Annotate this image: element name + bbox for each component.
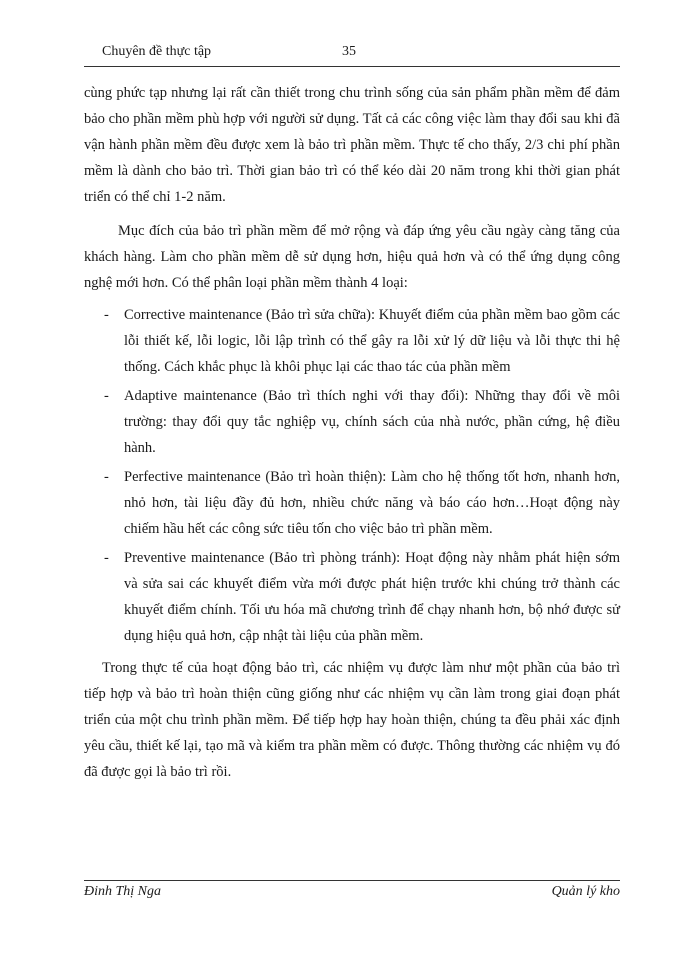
bullet-marker: - <box>104 307 109 323</box>
page-header <box>84 44 620 66</box>
page-number: 35 <box>342 44 356 59</box>
list-item <box>84 464 620 542</box>
list-item-text: Perfective maintenance (Bảo trì hoàn thiện): Làm cho hệ thống tốt hơn, nhanh hơn, nhỏ hơn, tài liệu đầy đủ hơn, nhiều chức năng và báo cáo hơn…Hoạt động này chiếm hầu hết các công sức tiêu tốn cho việc bảo trì phần mềm. <box>124 469 620 537</box>
list-item-text: Adaptive maintenance (Bảo trì thích nghi với thay đổi): Những thay đổi về môi trường: thay đổi quy tắc nghiệp vụ, chính sách của nhà nước, phần cứng, hệ điều hành. <box>124 388 620 456</box>
list-item-text: Preventive maintenance (Bảo trì phòng tránh): Hoạt động này nhằm phát hiện sớm và sửa sai các khuyết điểm vừa mới được phát hiện trước khi chúng trở thành các khuyết điểm chính. Tối ưu hóa mã chương trình để chạy nhanh hơn, bộ nhớ được sử dụng hiệu quả hơn, cập nhật tài liệu của phần mềm. <box>124 550 620 644</box>
page-body <box>84 80 620 785</box>
list-item <box>84 302 620 380</box>
paragraph-intro-continued: cùng phức tạp nhưng lại rất cần thiết trong chu trình sống của sản phẩm phần mềm để đảm bảo cho phần mềm phù hợp với người sử dụng. Tất cả các công việc làm thay đổi sau khi đã vận hành phần mềm đều được xem là bảo trì phần mềm. Thực tế cho thấy, 2/3 chi phí phần mềm là dành cho bảo trì. Thời gian bảo trì có thể kéo dài 20 năm trong khi thời gian phát triển có thể chỉ 1-2 năm. <box>84 85 620 205</box>
bullet-marker: - <box>104 469 109 485</box>
list-item <box>84 383 620 461</box>
paragraph-practice: Trong thực tế của hoạt động bảo trì, các nhiệm vụ được làm như một phần của bảo trì tiếp hợp và bảo trì hoàn thiện cũng giống như các nhiệm vụ cần làm trong giai đoạn phát triển của một chu trình phần mềm. Để tiếp hợp hay hoàn thiện, chúng ta đều phải xác định yêu cầu, thiết kế lại, tạo mã và kiểm tra phần mềm có được. Thông thường các nhiệm vụ đó đã được gọi là bảo trì rồi. <box>84 660 620 780</box>
paragraph-purpose: Mục đích của bảo trì phần mềm để mở rộng và đáp ứng yêu cầu ngày càng tăng của khách hàng. Làm cho phần mềm dễ sử dụng hơn, hiệu quả hơn và có thể ứng dụng công nghệ mới hơn. Có thể phân loại phần mềm thành 4 loại: <box>84 223 620 291</box>
maintenance-types-list <box>84 302 620 649</box>
bullet-marker: - <box>104 550 109 566</box>
footer-author: Đinh Thị Nga <box>84 884 162 899</box>
list-item-text: Corrective maintenance (Bảo trì sửa chữa): Khuyết điểm của phần mềm bao gồm các lỗi thiết kế, lỗi logic, lỗi lập trình có thể gây ra lỗi xử lý dữ liệu và lỗi thực thi hệ thống. Cách khắc phục là khôi phục lại các thao tác của phần mềm <box>124 307 620 375</box>
header-title: Chuyên đề thực tập <box>102 44 212 59</box>
bullet-marker: - <box>104 388 109 404</box>
footer-project: Quản lý kho <box>551 884 620 899</box>
header-rule <box>84 66 620 67</box>
list-item <box>84 545 620 649</box>
footer-rule <box>84 880 620 881</box>
